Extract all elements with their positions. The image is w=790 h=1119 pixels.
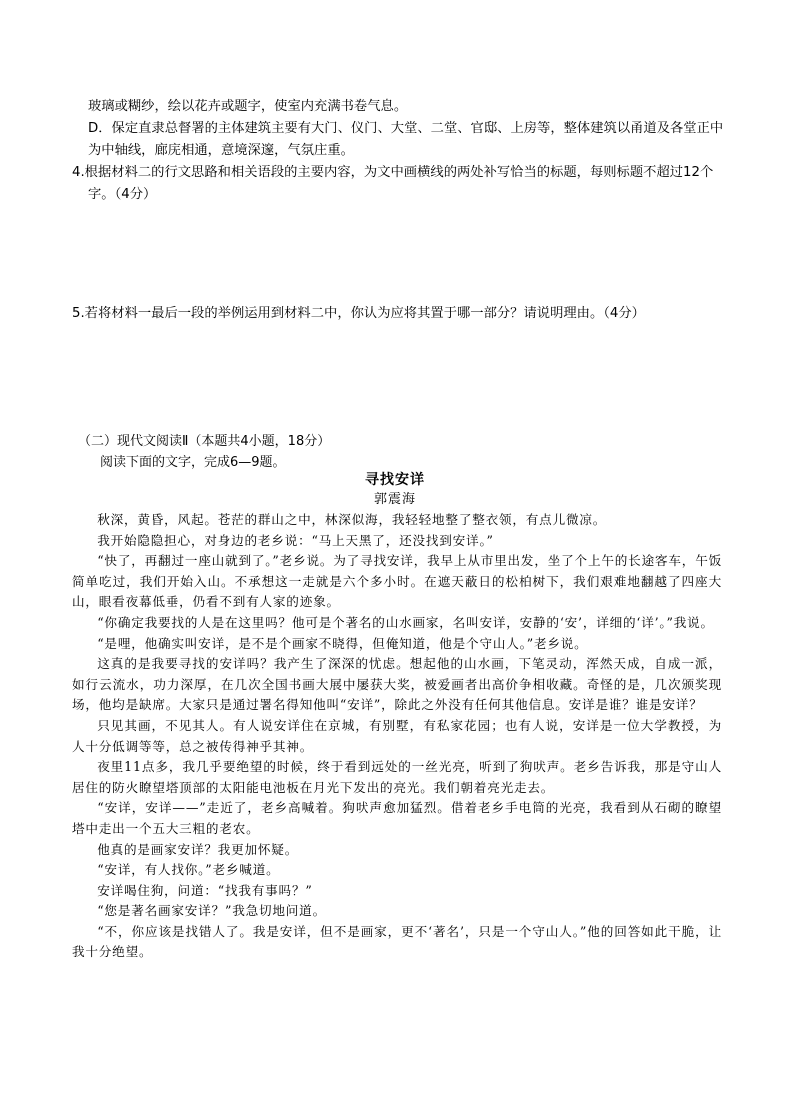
story-paragraph: 安详喝住狗，问道：“找我有事吗？”	[97, 882, 313, 898]
option-c-continuation: 玻璃或糊纱，绘以花卉或题字，使室内充满书卷气息。	[88, 99, 408, 114]
section-instruction: 阅读下面的文字，完成6—9题。	[100, 455, 286, 470]
story-paragraph: “快了，再翻过一座山就到了。”老乡说。为了寻找安详，我早上从市里出发，坐了个上午的长途客车，午饭简单吃过，我们开始入山。不承想这一走就是六个多小时。在遮天蔽日的松柏树下，我们艰难地翻越了四座大山，眼看夜幕低垂，仍看不到有人家的迹象。	[72, 553, 722, 610]
story-paragraph: 这真的是我要寻找的安详吗？我产生了深深的忧虑。想起他的山水画，下笔灵动，浑然天成，自成一派，如行云流水，功力深厚，在几次全国书画大展中屡获大奖，被爱画者出高价争相收藏。奇怪的是，几次颁奖现场，他均是缺席。大家只是通过署名得知他叫“安详”，除此之外没有任何其他信息。安详是谁？谁是安详？	[72, 656, 722, 713]
story-paragraph: 我开始隐隐担心，对身边的老乡说：“马上天黑了，还没找到安详。”	[97, 532, 494, 548]
section-two	[72, 431, 732, 473]
story-paragraph: 夜里11点多，我几乎要绝望的时候，终于看到远处的一丝光亮，听到了狗吠声。老乡告诉我，那是守山人居住的防火瞭望塔顶部的太阳能电池板在月光下发出的亮光。我们朝着亮光走去。	[72, 759, 722, 795]
question-5: 5.若将材料一最后一段的举例运用到材料二中，你认为应将其置于哪一部分？请说明理由。（4分）	[72, 306, 645, 321]
option-d	[72, 118, 732, 162]
question-4: 4.根据材料二的行文思路和相关语段的主要内容，为文中画横线的两处补写恰当的标题，每则标题不超过12个字。（4分）	[72, 165, 714, 202]
story-body	[72, 510, 722, 963]
section-heading: （二）现代文阅读Ⅱ（本题共4小题，18分）	[78, 434, 331, 449]
story-title: 寻找安详	[365, 472, 425, 488]
story-paragraph: 他真的是画家安详？我更加怀疑。	[97, 841, 299, 857]
story-author: 郭震海	[373, 492, 416, 507]
story-paragraph: “您是著名画家安详？”我急切地问道。	[97, 903, 326, 919]
story-paragraph: “不，你应该是找错人了。我是安详，但不是画家，更不‘著名’，只是一个守山人。”他的回答如此干脆，让我十分绝望。	[72, 923, 722, 960]
story-paragraph: 秋深，黄昏，风起。苍茫的群山之中，林深似海，我轻轻地整了整衣领，有点儿微凉。	[97, 512, 607, 527]
question-block-top	[72, 96, 732, 206]
story-paragraph: “你确定我要找的人是在这里吗？他可是个著名的山水画家，名叫安详，安静的‘安’，详细的‘详’。”我说。	[97, 614, 714, 630]
story-paragraph: 只见其画，不见其人。有人说安详住在京城，有别墅，有私家花园；也有人说，安详是一位大学教授，为人十分低调等等，总之被传得神乎其神。	[72, 717, 722, 754]
story-paragraph: “是哩，他确实叫安详，是不是个画家不晓得，但俺知道，他是个守山人。”老乡说。	[97, 635, 588, 651]
story-paragraph: “安详，安详——”走近了，老乡高喊着。狗吠声愈加猛烈。借着老乡手电筒的光亮，我看到从石砌的瞭望塔中走出一个五大三粗的老农。	[72, 800, 722, 836]
story-paragraph: “安详，有人找你。”老乡喊道。	[97, 862, 280, 878]
option-d-text: D．保定直隶总督署的主体建筑主要有大门、仪门、大堂、二堂、官邸、上房等，整体建筑以甬道及各堂正中为中轴线，廊庑相通，意境深邃，气氛庄重。	[88, 121, 724, 158]
